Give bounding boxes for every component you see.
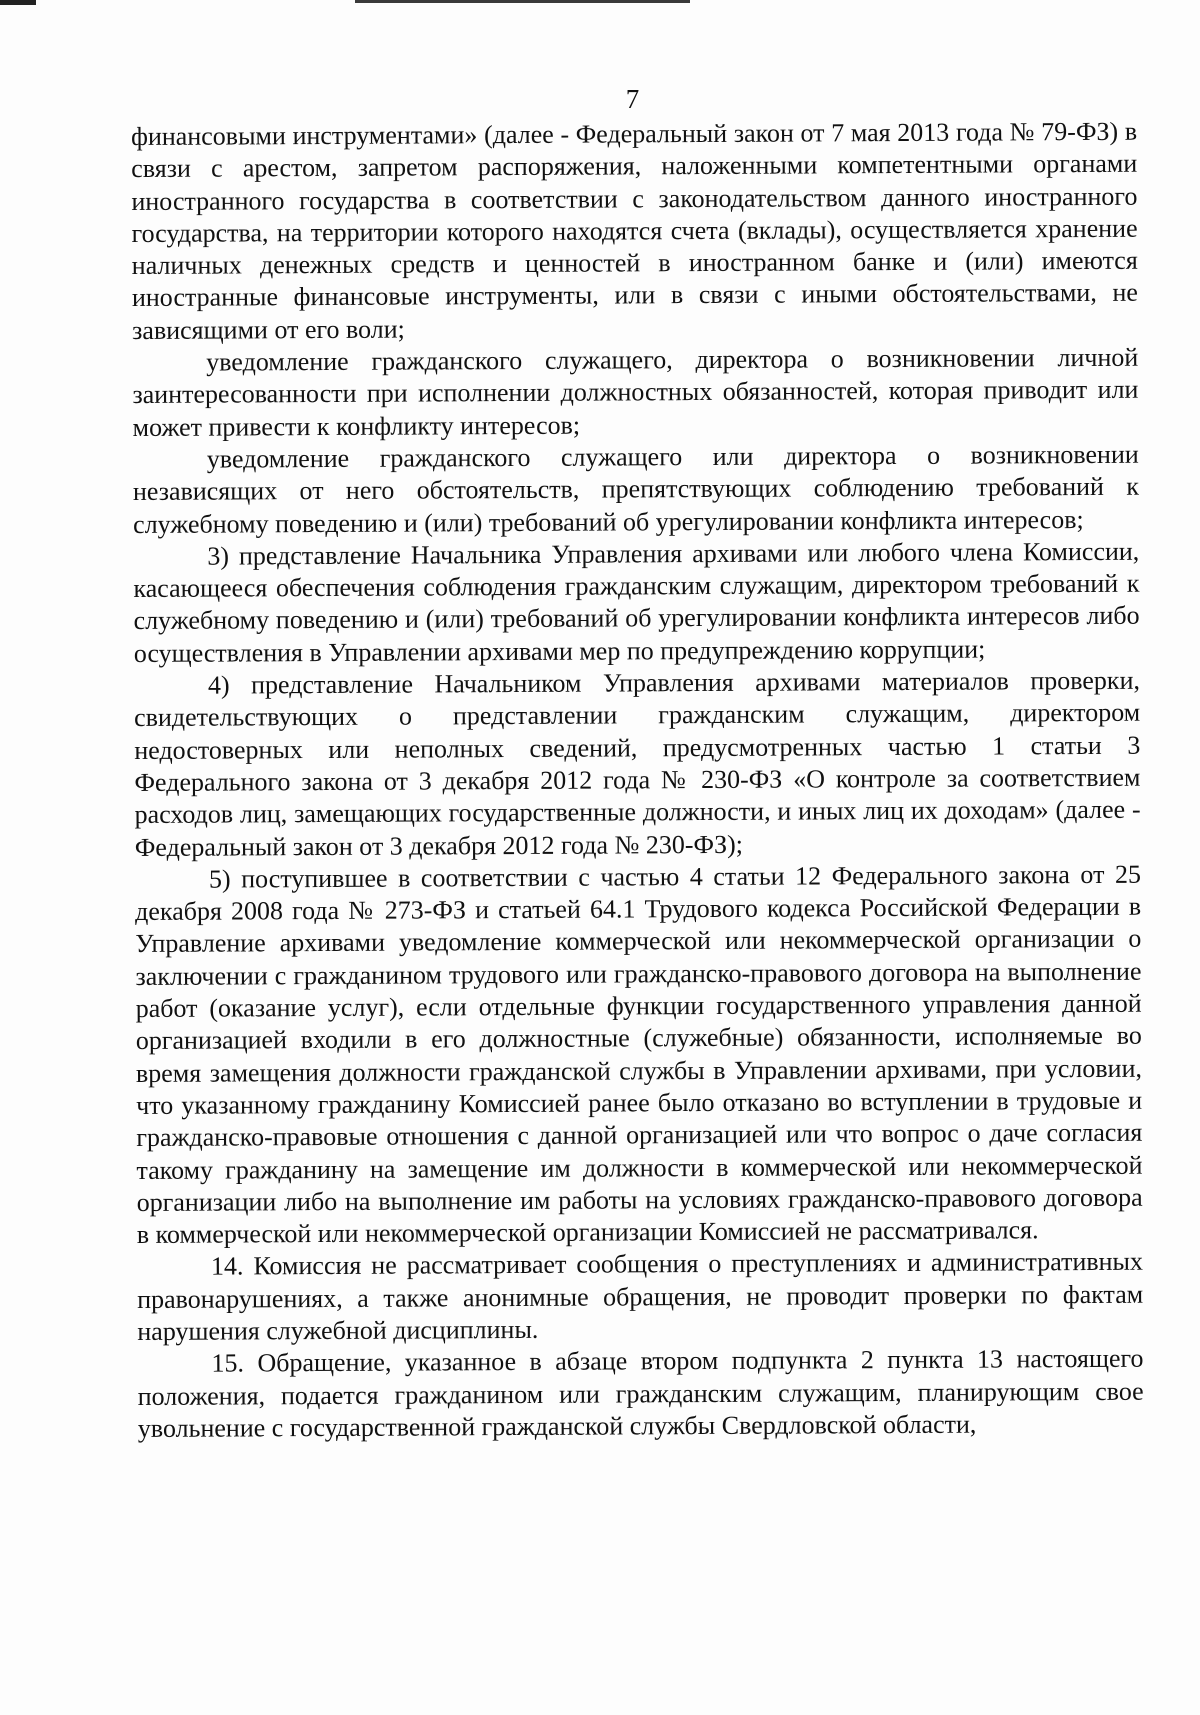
- paragraph: 15. Обращение, указанное в абзаце втором подпункта 2 пункта 13 настоящего положения, подается гражданином или гражданским служащим, планирующим свое увольнение с государственной гражданской службы Свердловской области,: [137, 1343, 1144, 1443]
- paragraph: 14. Комиссия не рассматривает сообщения о преступлениях и административных правонарушениях, а также анонимные обращения, не проводит проверки по фактам нарушения служебной дисциплины.: [137, 1247, 1144, 1346]
- paragraph: 5) поступившее в соответствии с частью 4 статьи 12 Федерального закона от 25 декабря 2008 года № 273-ФЗ и статьей 64.1 Трудового кодекса Российской Федерации в Управление архивами уведомление коммерческой или некоммерческой организации о заключении с гражданином трудового или гражданско-правового договора на выполнение работ (оказание услуг), если отдельные функции государственного управления данной организацией входили в его должностные (служебные) обязанности, исполняемые во время замещения должности гражданской службы в Управлении архивами, при условии, что указанному гражданину Комиссией ранее было отказано во вступлении в трудовые и гражданско-правовые отношения с данной организацией или что вопрос о даче согласия такому гражданину на замещение им должности в коммерческой или некоммерческой организации либо на выполнение им работы на условиях гражданско-правового договора в коммерческой или некоммерческой организации Комиссией не рассматривался.: [135, 859, 1143, 1250]
- paragraph: 4) представление Начальником Управления архивами материалов проверки, свидетельствующих о представлении гражданским служащим, директором недостоверных или неполных сведений, предусмотренных частью 1 статьи 3 Федерального закона от 3 декабря 2012 года № 230-ФЗ «О контроле за соответствием расходов лиц, замещающих государственные должности, и иных лиц их доходам» (далее - Федеральный закон от 3 декабря 2012 года № 230-ФЗ);: [134, 665, 1141, 862]
- paragraph: 3) представление Начальника Управления архивами или любого члена Комиссии, касающееся обеспечения соблюдения гражданским служащим, директором требований к служебному поведению и (или) требований об урегулировании конфликта интересов либо осуществления в Управлении архивами мер по предупреждению коррупции;: [133, 536, 1140, 668]
- page-number: 7: [625, 84, 640, 114]
- document-body: [131, 116, 1144, 1445]
- scan-artifact: [355, 0, 690, 3]
- paragraph: уведомление гражданского служащего или директора о возникновении независящих от него обстоятельств, препятствующих соблюдению требований к служебному поведению и (или) требований об урегулировании конфликта интересов;: [132, 439, 1140, 539]
- paragraph: финансовыми инструментами» (далее - Федеральный закон от 7 мая 2013 года № 79-ФЗ) в связи с арестом, запретом распоряжения, наложенными компетентными органами иностранного государства в соответствии с законодательством данного иностранного государства, на территории которого находятся счета (вклады), осуществляется хранение наличных денежных средств и ценностей в иностранном банке и (или) имеются иностранные финансовые инструменты, или в связи с иными обстоятельствами, не зависящими от его воли;: [131, 116, 1138, 345]
- scan-artifact: [0, 0, 36, 5]
- paragraph: уведомление гражданского служащего, директора о возникновении личной заинтересованности при исполнении должностных обязанностей, которая приводит или может привести к конфликту интересов;: [132, 342, 1139, 442]
